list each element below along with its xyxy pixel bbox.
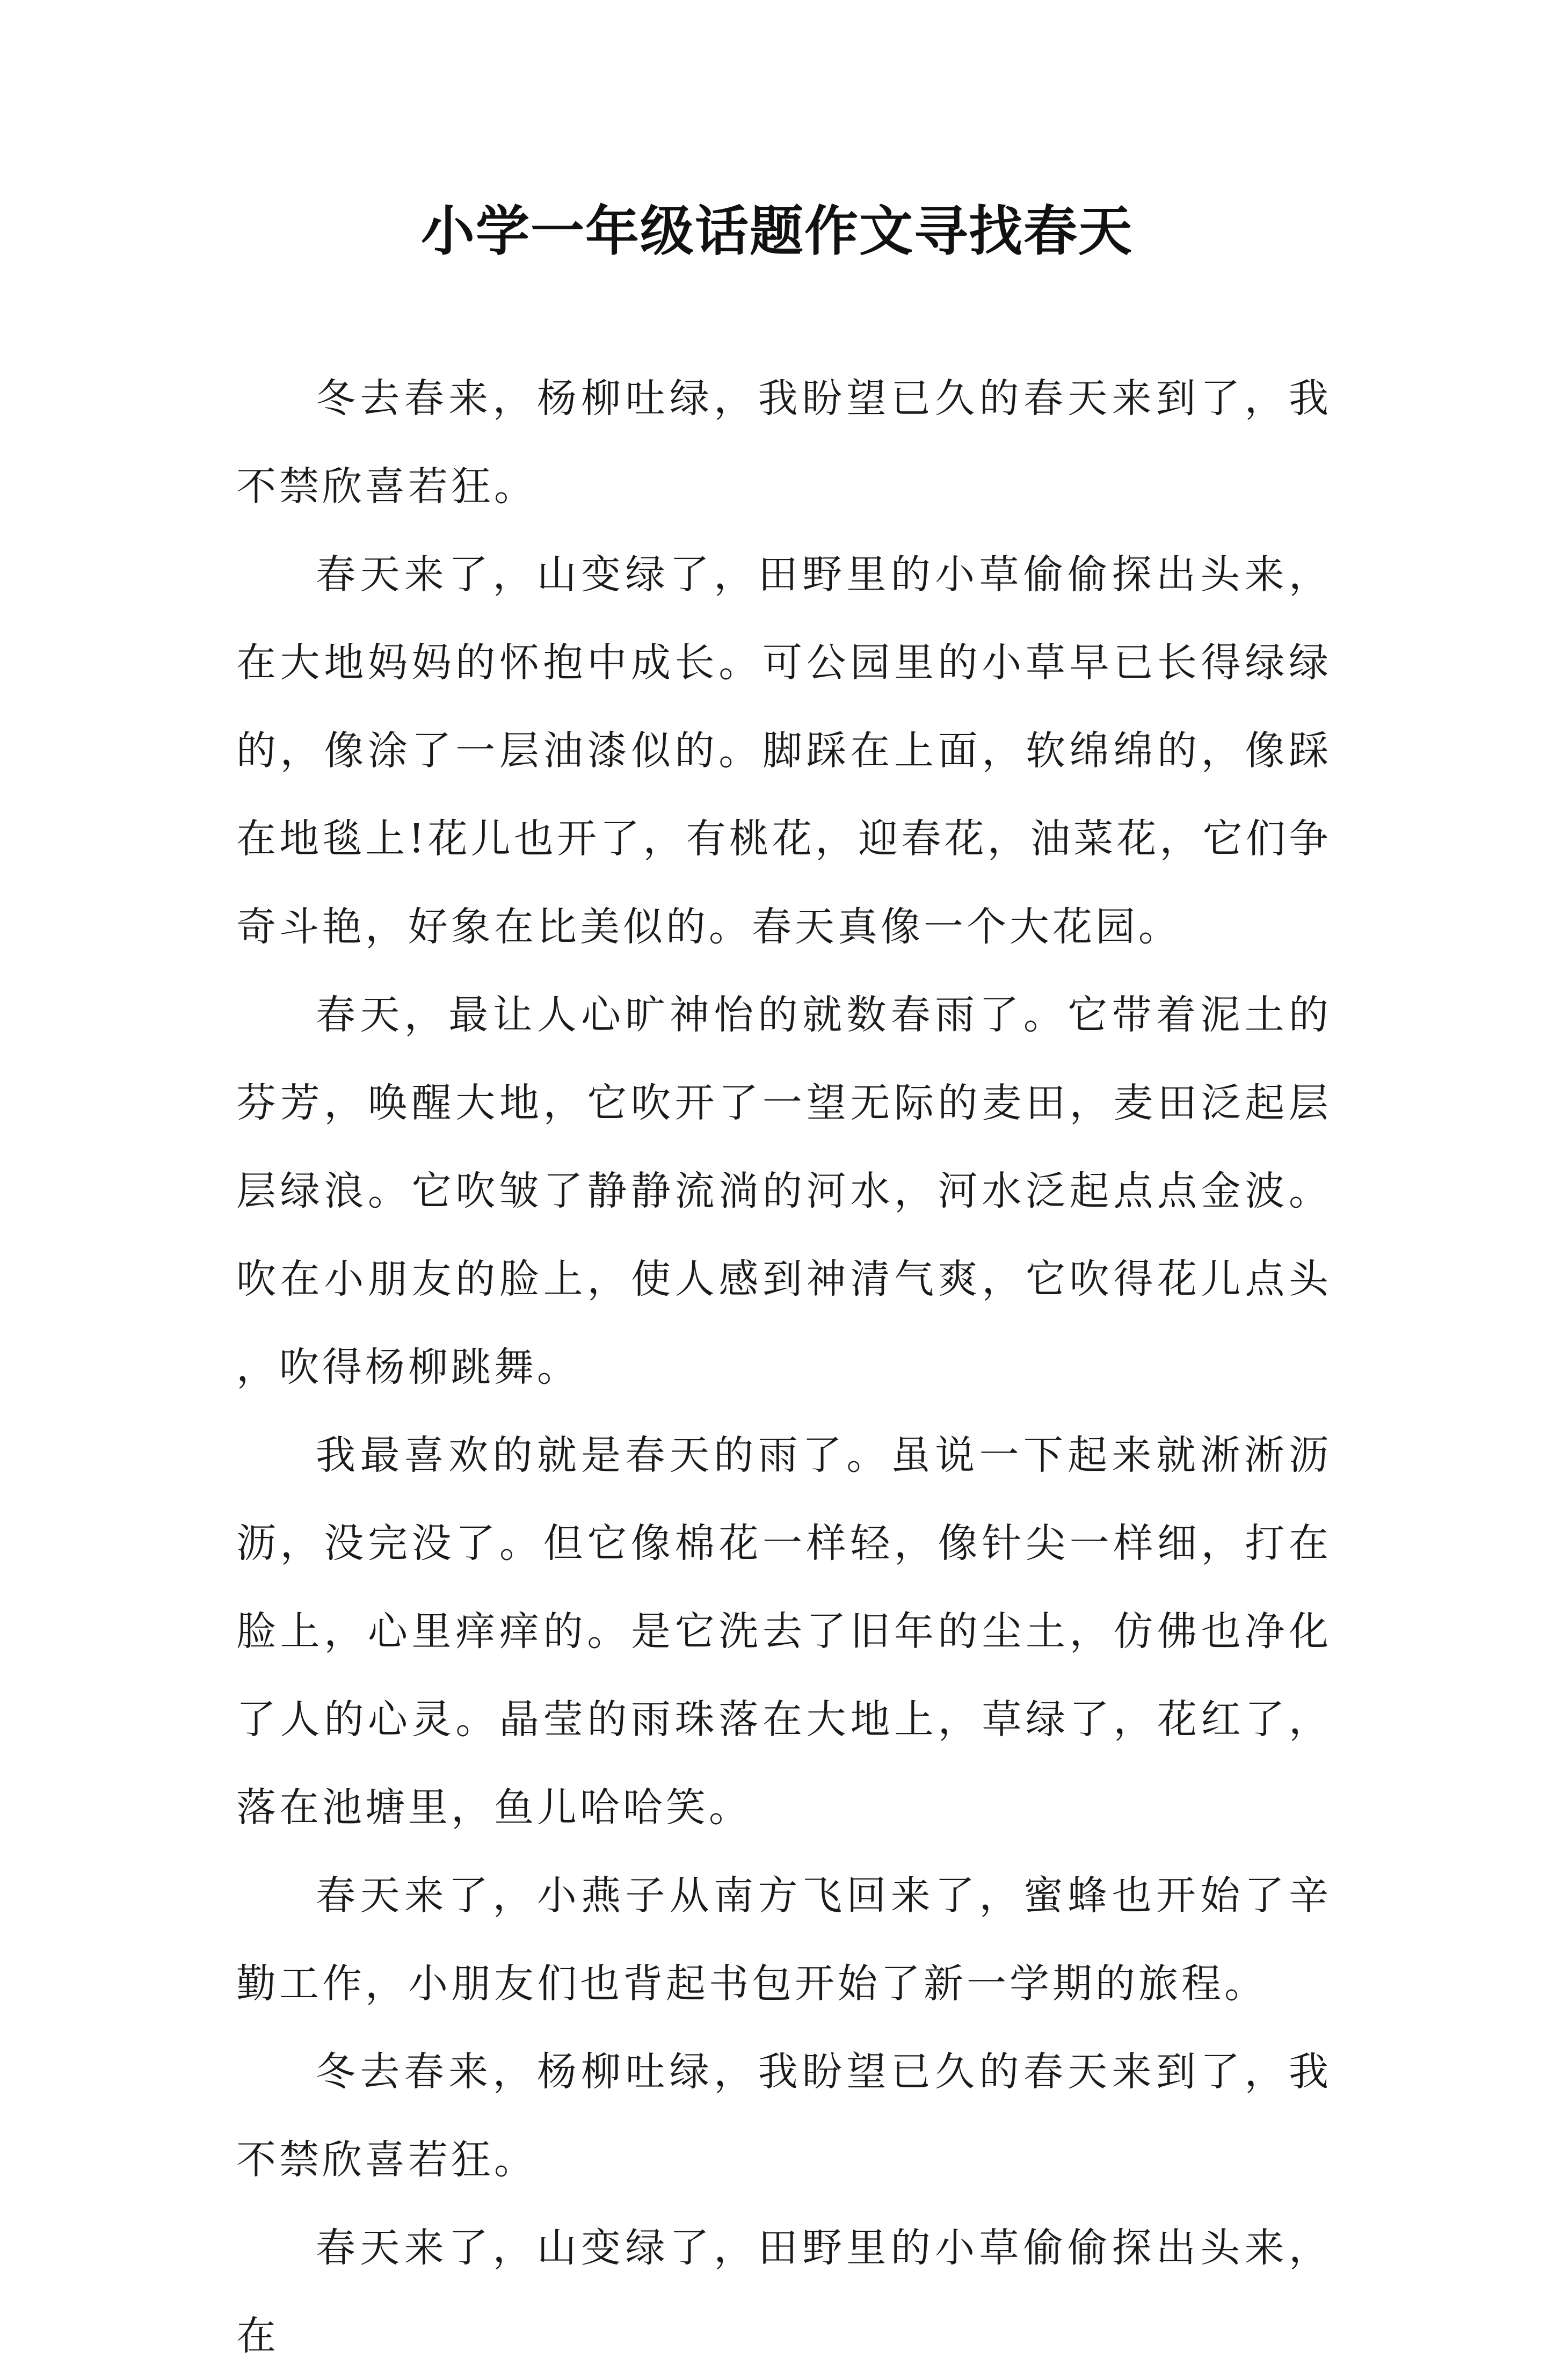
paragraph-1: 冬去春来，杨柳吐绿，我盼望已久的春天来到了，我不禁欣喜若狂。 [236, 375, 1332, 510]
document-title: 小学一年级话题作文寻找春天 [421, 199, 1133, 263]
paragraph-6: 冬去春来，杨柳吐绿，我盼望已久的春天来到了，我不禁欣喜若狂。 [236, 2049, 1332, 2183]
paragraph-3: 春天，最让人心旷神怡的就数春雨了。它带着泥土的芬芳，唤醒大地，它吹开了一望无际的麦田，麦田泛起层层绿浪。它吹皱了静静流淌的河水，河水泛起点点金波。吹在小朋友的脸上，使人感到神清气爽，它吹得花儿点头，吹得杨柳跳舞。 [236, 992, 1332, 1390]
document-body [236, 354, 1332, 2380]
paragraph-4: 我最喜欢的就是春天的雨了。虽说一下起来就淅淅沥沥，没完没了。但它像棉花一样轻，像针尖一样细，打在脸上，心里痒痒的。是它洗去了旧年的尘土，仿佛也净化了人的心灵。晶莹的雨珠落在大地上，草绿了，花红了，落在池塘里，鱼儿哈哈笑。 [236, 1432, 1332, 1831]
paragraph-2: 春天来了，山变绿了，田野里的小草偷偷探出头来，在大地妈妈的怀抱中成长。可公园里的小草早已长得绿绿的，像涂了一层油漆似的。脚踩在上面，软绵绵的，像踩在地毯上!花儿也开了，有桃花，迎春花，油菜花，它们争奇斗艳，好象在比美似的。春天真像一个大花园。 [236, 552, 1332, 950]
paragraph-5: 春天来了，小燕子从南方飞回来了，蜜蜂也开始了辛勤工作，小朋友们也背起书包开始了新一学期的旅程。 [236, 1873, 1332, 2007]
paragraph-7: 春天来了，山变绿了，田野里的小草偷偷探出头来，在 [236, 2225, 1332, 2359]
